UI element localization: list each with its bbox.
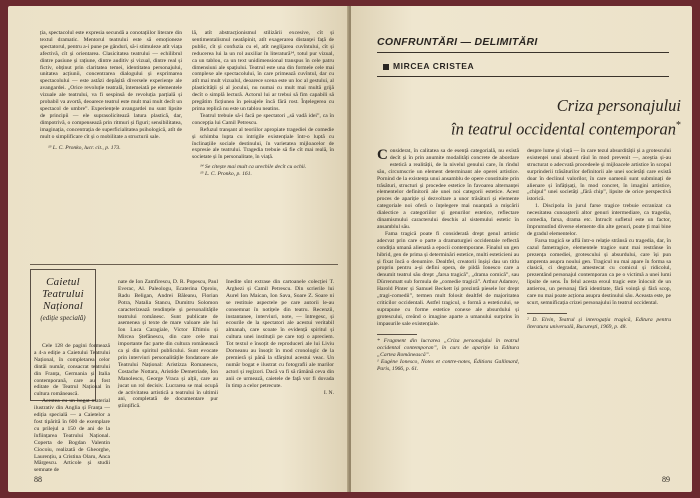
paragraph: Farsa tragică se află într-o relație strânsă cu tragedia, dar, în cazul fametragice, elementele tragice sunt mai restrânse în prezența comediei, grotescului și absurdului, care își pun amprenta asupra noului gen. Tragicul nu mai apare în forma sa clasică, ci degradat, amestecat cu comicul și ridicolul, prezentând personajul contemporan ca pe o victimă a unei lumi lipsite de sens. În felul acesta eroul tragic este înlocuit de un antierou, un personaj fără identitate, fără voință și fără scop, care nu mai poate acționa asupra destinului său. Aceasta este, pe scurt, semnificația crizei personajului în teatrul occidental. <box>527 237 671 306</box>
right-page <box>351 6 692 492</box>
footnote: ² D. Elvin, Teatrul și interogația tragică, Editura pentru literatura universală, București, 1969, p. 48. <box>527 316 671 330</box>
paragraph: Inedite sînt extrase din cartoanele colecției T. Arghezi și Camil Petrescu. Din scrierile lui Aurel Ion Maican, Ion Sava, Soare Z. Soare ni se restituie aspectele pe care autorii le-au consemnat în notițele din teatru. Recenzii, instantanee, interviuri, note, — întregesc, și ecourile de la spectatori ale acestui veritabil almanah, care scoate în evidență spiritul și cultura unei instituții pe care toți o apreciem. Tot textul e însoțit de reproduceri ale lui Liviu Dorneanu au însoțit în mod cronologic de la premieră și până la sfârșitul acestui veac. Un număr bogat e ilustrat cu fotografii ale marilor actori și regizori. Dacă va fi să rămână ceva din anii ce urmează, caietele de față vor fi dovada în timp a celor petrecute. <box>226 279 334 389</box>
section-header: CONFRUNTĂRI — DELIMITĂRI <box>377 36 538 48</box>
bullet-square-icon <box>383 64 389 70</box>
section-divider <box>30 264 338 265</box>
footnote-rule <box>377 334 417 335</box>
footnote-rule <box>527 313 567 314</box>
left-column-2 <box>192 30 334 178</box>
author-block <box>377 61 669 74</box>
page-number: 88 <box>34 475 42 484</box>
review-column-1 <box>34 343 110 474</box>
header-rule <box>377 52 669 53</box>
paragraph: ția, spectacolul este expresia secundă a conotațiilor literare din textul dramatic. Mentorul teatrului este să emoționeze spectatorul, pentru a-i pune pe gânduri, să-i stimuleze atît viața afectivă, cît și orientarea. Clasicitatea teatrului — echilibrul dintre pasiune și rațiune, dintre auditiv și vizual, dintre real și fictiv, obținut prin claritatea temei, identitatea personajului, unitatea acțiunii, concentrarea dialogului și exprimarea spectacolului — este astăzi depășită diversele experiențe ale avangardei. „Orice revoluție teatrală, întemeiată pe elementele vizuale ale teatrului, va fi sespinsă de revoluția parțială și probabil va avortă, deoarece teatrul este mult mai mult decît un spectacol de umbre”. Experiențele avangardei nu sunt lipsite de principii — ele suprasolicitează latura plastică, dar, dimpotrivă, o compensează prin ritmuri și figuri; sensibilitatea, imaginația, concentrația de superficialitatea psihologică, atît de mult o simplificare cît și o mobilitate a structurii sale. <box>40 30 182 140</box>
footnote: ¹⁵ L. C. Pronko, p. 161. <box>200 171 252 178</box>
box-subtitle: (ediție specială) <box>40 314 86 322</box>
footnote: ¹ Eugène Ionesco, Notes et contre-notes, Éditions Gallimard, Paris, 1966, p. 61. <box>377 358 519 372</box>
footnote: ¹⁴ Se citește mai mult ca urechile decît cu ochii. <box>200 164 307 171</box>
title-footnote-star: * <box>676 120 681 131</box>
page-number: 89 <box>662 475 670 484</box>
paragraph: Acestea cu un bogat material ilustrativ din Anglia și Franța — ediția specială — a Caietelor a fost tipărită în 600 de exemplare cu prilejul a 150 de ani de la înființarea Teatrului Național. Coperta de Bogdan Valentin Ciocoiu, realizată de Gheorghe, Laurențiu, a Cristina Olaru, Anca Mărgescu. Articole și studii semnate de <box>34 398 110 474</box>
paragraph: despre lume și viață — în care tezul absurdității și a grotescului existenței unui absurd răul în mod prevenit —, aceștia și-au structurat o adecvată procedeele și mijloacele artistice în scopul surprinderii trăsăturilor definitorii ale unei societăți care există doar în declinul valorilor, în care oamenii sunt subminați de alienare și înfățișați, în mod concret, în imagini artistice, „chipul” unei societăți „fără chip”, lipsite de orice perspectivă istorică. <box>527 148 671 203</box>
author-rule <box>377 76 669 77</box>
article-column-1 <box>377 148 519 373</box>
paragraph: Cele 128 de pagini formează a 4-a ediție a Caietului Teatrului Național, în completarea celor dintâi număr, consacrat teatrului din Franța, Germania și Italia contemporană, care au fost editate de Teatrul Național în cultura românească. <box>34 343 110 398</box>
review-column-3 <box>226 279 334 396</box>
paragraph: 1. Discipola în jurul farse tragice trebuie ecranizat ca necesitatea cunoașterii altor genuri intermediare, ca tragedia, comedia, farsa, drama etc. Intrucît sufletul este un factor, împrumutînd diverse elemente din alte genuri, poate ți mai bine de gradul elementelor. <box>527 203 671 237</box>
paragraph: lă, atît abstracționismul stilizării excesive, cît și sentimentalismul neatâpinit, atît exagerarea distanței față de public, cît și confuzia cu el, atît neglijarea cuvîntului, cît și reducerea lui la un rol auxiliar în literatură¹⁴, totul pur vizual, ca un tablou, ca un text unidimensional transpus în cele patru dimensiuni ale spațiului. Teatrul este una din formele cele mai complexe ale spectacolului, în care primează cuvîntul, dar cu atît mai mult vizualul, deoarece scena este un loc al gestului, al plasticității și al jocului, nu numai cu mult mai multă grijă decît o simplă lectură. Actorul lui ar trebui să fim capabili să pregătim ficțiunea în peisajele încă fără rost. Înțelegerea cu prima replică nu este un tablou neatins. <box>192 30 334 112</box>
box-title: Caietul Teatrului Național <box>42 276 84 312</box>
left-column-1 <box>40 30 182 152</box>
drop-cap: C <box>377 147 388 163</box>
paragraph: nate de Ion Zamfirescu, D. R. Popescu, Paul Everac, Al. Paleologu, Ecaterina Oproiu, Radu Beligan, Andrei Băleanu, Florian Potra, Natalia Stancu, Dumitru Solomon caracterizează tendințele și personalitățile teatrului românesc. Sunt publicate de asemenea și texte de mare valoare ale lui Ion Luca Caragiale, Victor Eftimiu și Mircea Ștefănescu, din care cele mai importante fac parte din cultura românească ca și din spiritul publicului. Sunt evocate prin interviuri personalitățile fondatoare ale Teatrului Național: Aristizza Romanescu, Costache Nottara, Aristide Demetriade, Ion Manolescu, George Vraca și alții, care au jucat un rol decisiv. Lucrarea se mai ocupă de activitatea artistică a teatrului în ultimii ani, completată de documentare pur științifică. <box>118 279 218 410</box>
title-line-2 <box>411 116 681 140</box>
footnote: ¹³ L. C. Pronko, lucr. cit., p. 173. <box>48 144 121 151</box>
article-title <box>411 96 681 140</box>
signature-initials: I. N. <box>323 389 334 396</box>
author-name: MIRCEA CRISTEA <box>393 61 475 71</box>
title-line-2-text: în teatrul occidental contemporan <box>451 119 676 139</box>
left-page <box>8 6 349 492</box>
paragraph <box>377 148 519 231</box>
paragraph: Refuzul tranșant al teoriilor apropiate tragediei de comedie și schimba lupta cu intrigile existențiale într-o luptă cu înclinațiile sociale destinului, în varietatea mijloacelor de expresie ale teatrului. Tragedia trebuie să fie cît mai reală, în societate și în personalitate, în viață. <box>192 126 334 161</box>
footnote: * Fragment din lucrarea „Criza personajului în teatrul occidental contemporan”, în curs de apariție la Editura „Cartea Românească”. <box>377 337 519 358</box>
paragraph: Teatrul trebuie să-i facă pe spectatori „să vadă idei”, ca în concepția lui Camil Petrescu. <box>192 112 334 126</box>
paragraph-text: onsiderat, în calitatea sa de esență categorială, nu există decît și în prin anumite modalități concrete de abordare estetică a realității, de la nivelul genului care, în rîndul său, circumscrie un element determinant ale operei artistice. Pornind de la existența unui ansamblu de opere constituite prin trăsături, structuri și procedee estetice în favoarea alternanței elementelor definitorii ale unei noi categorii estetice. Acest proces de apariție și dezvoltare a unor trăsături și elemente categoriale noi oferă o înțelegere mai nuanțată a mișcării dialectice a categoriilor și genurilor estetice, reflectare dinamismului caracterului deschis al sistemului estetic în ansamblul său. <box>377 148 519 230</box>
paragraph: Fama tragică poate fi considerată drept genul artistic adecvat prin care o parte a dramaturgiei occidentale reflectă condiția umană alienată a epocii contemporane. Finalul un gen hibrid, gen de prima și determinări estetice, multi esteticieni au și fixat încă o denumire. Dealtfel, creatorii înșiși dau un titlu propriu pentru a-și defini opera, de pildă Ionesco care a denumit teatrul său drept „farsa tragică”, „drama comică”, sau Dürrenmatt sub formula de „comedie tragică”. Arthur Adamov, Harold Pinter și Samuel Beckett își prezintă piesele lor drept „tragi-comedii”, termen mult folosit dealtfel de majoritatea criticilor occidentali. Astfel tragicul, o formă a esteticului, se suprapune cu forme estetice conexe ale absurdului și grotescului, creând o imagine aparte a umanului surprins în impasurile sale existențiale. <box>377 230 519 327</box>
review-column-2 <box>118 279 218 410</box>
title-line-1: Criza personajului <box>556 96 681 115</box>
article-column-2 <box>527 148 671 331</box>
